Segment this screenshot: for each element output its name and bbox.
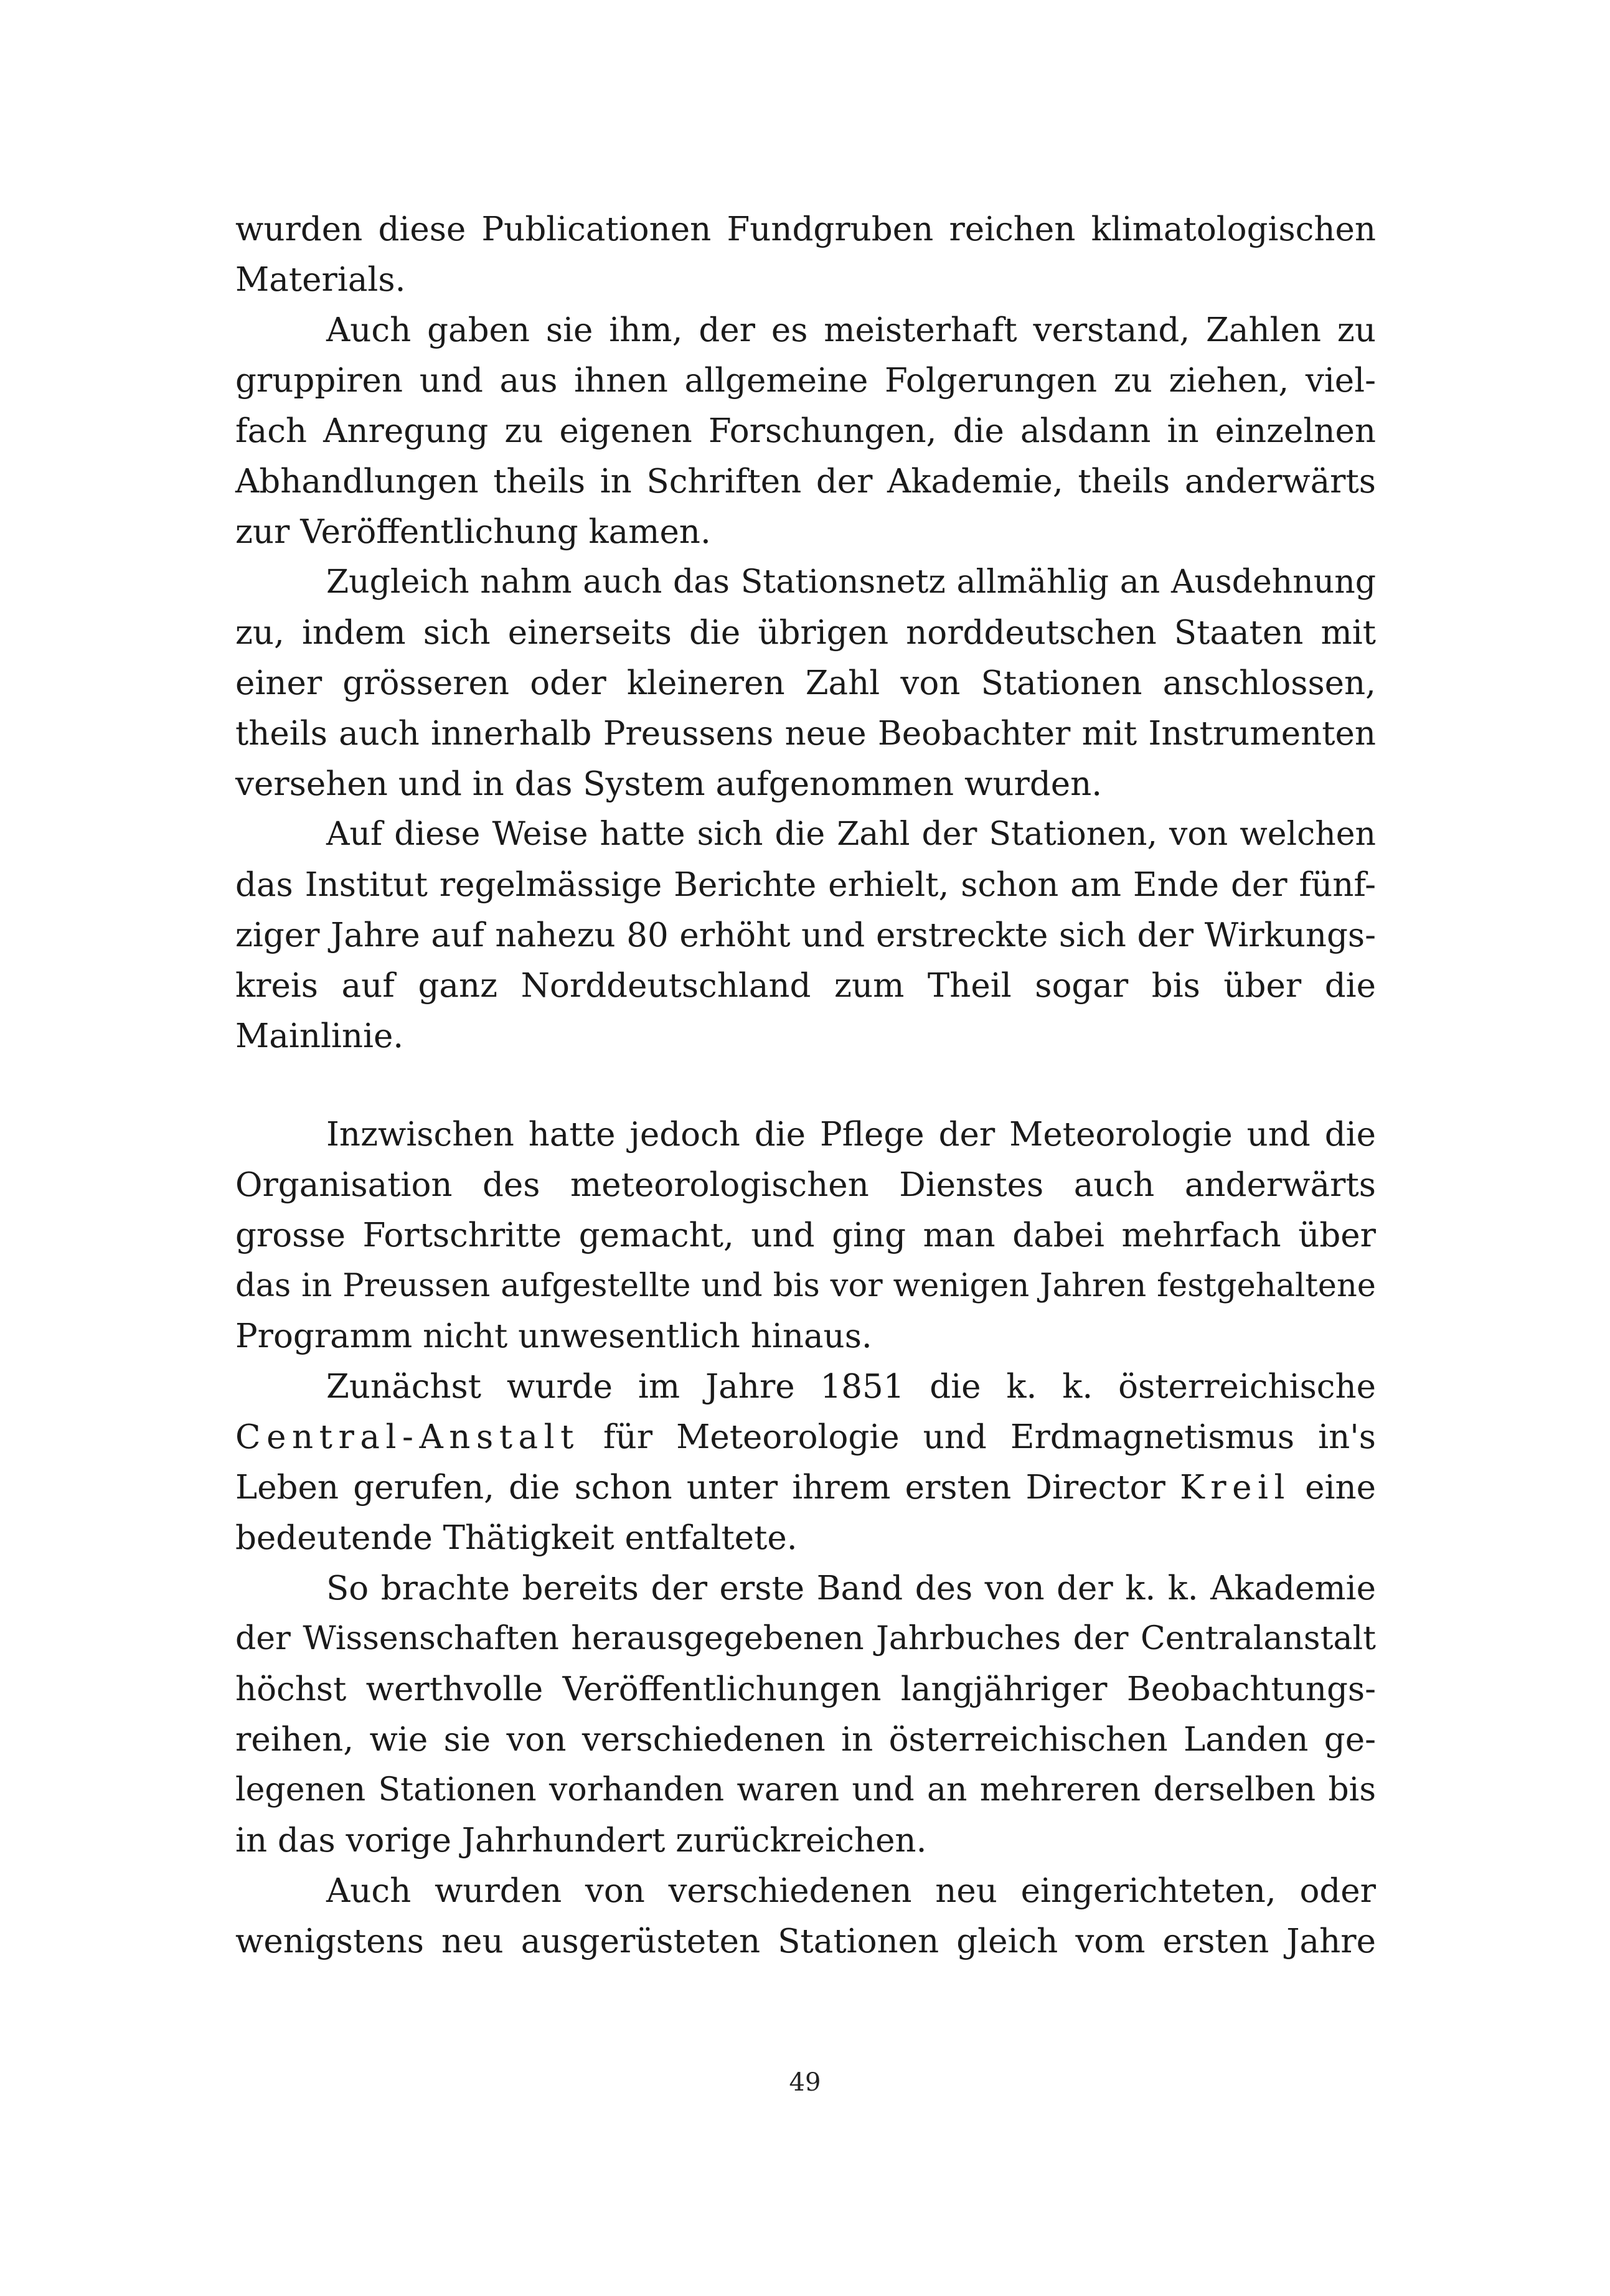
- text-line: Mainlinie.: [235, 1017, 404, 1055]
- text-line: Organisation des meteorologischen Dienstes auch anderwärts: [235, 1166, 1376, 1204]
- text-line: legenen Stationen vorhanden waren und an mehreren derselben bis: [235, 1771, 1376, 1809]
- body-text: [235, 204, 1376, 1967]
- text-line: wurden diese Publicationen Fundgruben reichen klimatologischen: [235, 210, 1376, 248]
- paragraph: [235, 1563, 1376, 1866]
- text-line: versehen und in das System aufgenommen wurden.: [235, 765, 1103, 803]
- paragraph: [235, 1109, 1376, 1362]
- text-line: Auf diese Weise hatte sich die Zahl der Stationen, von welchen: [326, 816, 1376, 853]
- text-line: einer grösseren oder kleineren Zahl von Stationen anschlossen,: [235, 664, 1376, 702]
- text-line: So brachte bereits der erste Band des von der k. k. Akademie: [326, 1569, 1376, 1607]
- paragraph: [235, 1362, 1376, 1563]
- text-line: das in Preussen aufgestellte und bis vor wenigen Jahren festgehaltene: [235, 1268, 1376, 1304]
- text-line: wenigstens neu ausgerüsteten Stationen gleich vom ersten Jahre: [235, 1922, 1376, 1960]
- section-gap: [235, 1061, 1376, 1109]
- text-line: ziger Jahre auf nahezu 80 erhöht und erstreckte sich der Wirkungs-: [235, 916, 1376, 954]
- paragraph: [235, 809, 1376, 1061]
- text-line: in das vorige Jahrhundert zurückreichen.: [235, 1822, 927, 1860]
- text-line: grosse Fortschritte gemacht, und ging man dabei mehrfach über: [235, 1216, 1376, 1254]
- text-line: Central-Anstalt für Meteorologie und Erdmagnetismus in's: [235, 1418, 1376, 1456]
- text-line: Materials.: [235, 261, 406, 299]
- text-line: Auch wurden von verschiedenen neu eingerichteten, oder: [326, 1872, 1376, 1910]
- paragraph: [235, 305, 1376, 557]
- text-line: Zugleich nahm auch das Stationsnetz allmählig an Ausdehnung: [326, 563, 1376, 601]
- text-line: Abhandlungen theils in Schriften der Akademie, theils anderwärts: [235, 463, 1376, 501]
- text-line: der Wissenschaften herausgegebenen Jahrbuches der Centralanstalt: [235, 1620, 1376, 1657]
- text-line: Auch gaben sie ihm, der es meisterhaft verstand, Zahlen zu: [326, 311, 1376, 349]
- text-line: reihen, wie sie von verschiedenen in österreichischen Landen ge-: [235, 1721, 1376, 1759]
- text-line: höchst werthvolle Veröffentlichungen langjähriger Beobachtungs-: [235, 1670, 1376, 1708]
- text-line: fach Anregung zu eigenen Forschungen, die alsdann in einzelnen: [235, 412, 1376, 450]
- text-line: Programm nicht unwesentlich hinaus.: [235, 1317, 872, 1355]
- page-number: 49: [789, 2068, 821, 2097]
- text-line: gruppiren und aus ihnen allgemeine Folgerungen zu ziehen, viel-: [235, 362, 1376, 400]
- text-line: das Institut regelmässige Berichte erhielt, schon am Ende der fünf-: [235, 866, 1376, 904]
- text-line: zur Veröffentlichung kamen.: [235, 513, 711, 551]
- text-line: kreis auf ganz Norddeutschland zum Theil sogar bis über die: [235, 967, 1376, 1005]
- text-line: Inzwischen hatte jedoch die Pflege der Meteorologie und die: [326, 1116, 1376, 1154]
- paragraph: [235, 1866, 1376, 1967]
- text-line: bedeutende Thätigkeit entfaltete.: [235, 1519, 798, 1557]
- text-line: Leben gerufen, die schon unter ihrem ersten Director Kreil eine: [235, 1469, 1376, 1507]
- paragraph: [235, 204, 1376, 305]
- paragraph: [235, 557, 1376, 809]
- text-line: zu, indem sich einerseits die übrigen norddeutschen Staaten mit: [235, 614, 1376, 652]
- text-line: Zunächst wurde im Jahre 1851 die k. k. österreichische: [326, 1368, 1376, 1406]
- text-line: theils auch innerhalb Preussens neue Beobachter mit Instrumenten: [235, 715, 1376, 753]
